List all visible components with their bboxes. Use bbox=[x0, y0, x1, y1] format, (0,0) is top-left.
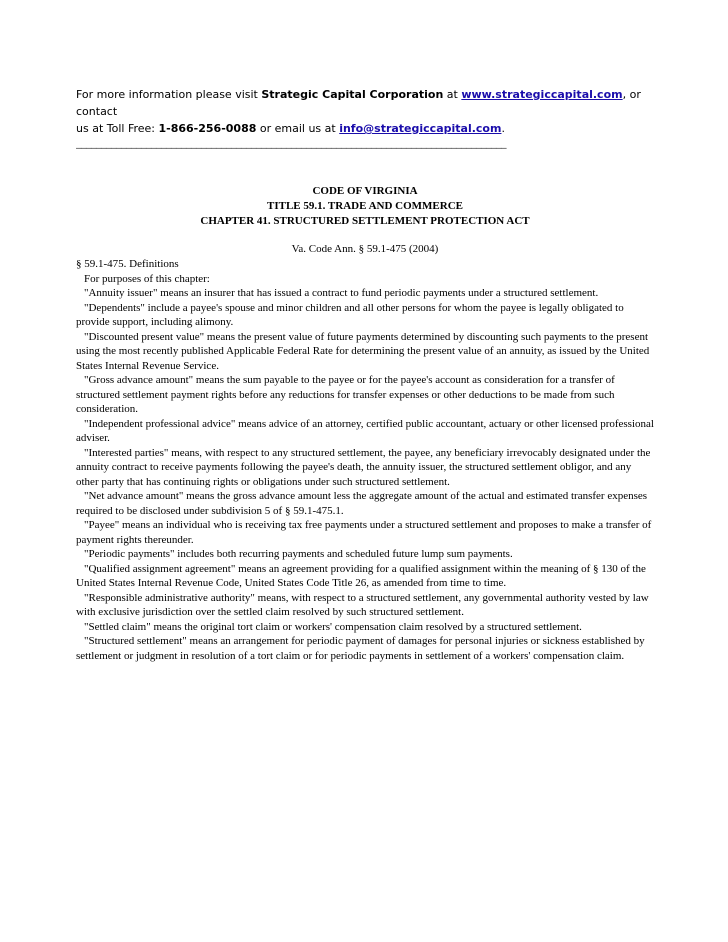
paragraph: "Qualified assignment agreement" means an agreement providing for a qualified assignment within the meaning of § 130 of the United States Internal Revenue Code, United States Code Title 26, as amended from time to time. bbox=[76, 562, 646, 589]
paragraph: "Independent professional advice" means advice of an attorney, certified public accountant, actuary or other licensed professional adviser. bbox=[76, 417, 654, 444]
paragraph: "Interested parties" means, with respect to any structured settlement, the payee, any beneficiary irrevocably designated under the annuity contract to receive payments following the payee's death, the annuity issuer, the structured settlement obligor, and any other party that has continuing rights or obligations under such structured settlement. bbox=[76, 446, 651, 488]
contact-info bbox=[76, 86, 654, 149]
heading-line-2: TITLE 59.1. TRADE AND COMMERCE bbox=[267, 200, 463, 212]
heading-line-1: CODE OF VIRGINIA bbox=[312, 185, 418, 197]
contact-text: For more information please visit bbox=[76, 88, 262, 101]
code-heading bbox=[76, 184, 654, 229]
paragraph: "Periodic payments" includes both recurring payments and scheduled future lump sum payments. bbox=[84, 548, 513, 560]
company-name: Strategic Capital Corporation bbox=[261, 88, 444, 101]
paragraph: "Responsible administrative authority" means, with respect to a structured settlement, any governmental authority vested by law with exclusive jurisdiction over the settled claim resolved by such structured settlement. bbox=[76, 591, 649, 618]
paragraph: "Structured settlement" means an arrangement for periodic payment of damages for personal injuries or sickness established by settlement or judgment in resolution of a tort claim or for periodic payments in settlement of a workers' compensation claim. bbox=[76, 635, 645, 662]
contact-text: us at Toll Free: bbox=[76, 122, 159, 135]
email-link[interactable]: info@strategiccapital.com bbox=[339, 122, 502, 135]
contact-line-2 bbox=[76, 120, 654, 137]
statute-body bbox=[76, 257, 654, 663]
paragraph: "Dependents" include a payee's spouse and minor children and all other persons for whom the payee is legally obligated to provide support, including alimony. bbox=[76, 301, 624, 328]
heading-line-3: CHAPTER 41. STRUCTURED SETTLEMENT PROTECTION ACT bbox=[200, 215, 530, 227]
section-title: § 59.1-475. Definitions bbox=[76, 258, 179, 270]
contact-text: . bbox=[501, 122, 505, 135]
paragraph: For purposes of this chapter: bbox=[84, 272, 210, 285]
code-citation: Va. Code Ann. § 59.1-475 (2004) bbox=[291, 243, 439, 255]
contact-text: , or contact bbox=[76, 88, 641, 118]
phone-number: 1-866-256-0088 bbox=[158, 122, 257, 135]
contact-line-1 bbox=[76, 86, 654, 120]
document-page bbox=[76, 86, 654, 663]
contact-text: or email us at bbox=[256, 122, 340, 135]
website-link[interactable]: www.strategiccapital.com bbox=[461, 88, 623, 101]
paragraph: "Discounted present value" means the present value of future payments determined by discounting such payments to the present using the most recently published Applicable Federal Rate for determining the present value of an annuity, as issued by the United States Internal Revenue Service. bbox=[76, 330, 650, 372]
paragraph: "Annuity issuer" means an insurer that has issued a contract to fund periodic payments under a structured settlement. bbox=[84, 287, 599, 299]
contact-text: at bbox=[443, 88, 462, 101]
paragraph: "Gross advance amount" means the sum payable to the payee or for the payee's account as consideration for a transfer of structured settlement payment rights before any reductions for transfer expenses or other deductions to be made from such consideration. bbox=[76, 374, 615, 415]
divider-rule: ______________________________________________________________________________________ bbox=[76, 137, 506, 149]
paragraph: "Settled claim" means the original tort claim or workers' compensation claim resolved by a structured settlement. bbox=[84, 620, 582, 633]
paragraph: "Net advance amount" means the gross advance amount less the aggregate amount of the actual and estimated transfer expenses required to be disclosed under subdivision 5 of § 59.1-475.1. bbox=[76, 490, 648, 517]
paragraph: "Payee" means an individual who is receiving tax free payments under a structured settlement and proposes to make a transfer of payment rights thereunder. bbox=[76, 519, 652, 546]
